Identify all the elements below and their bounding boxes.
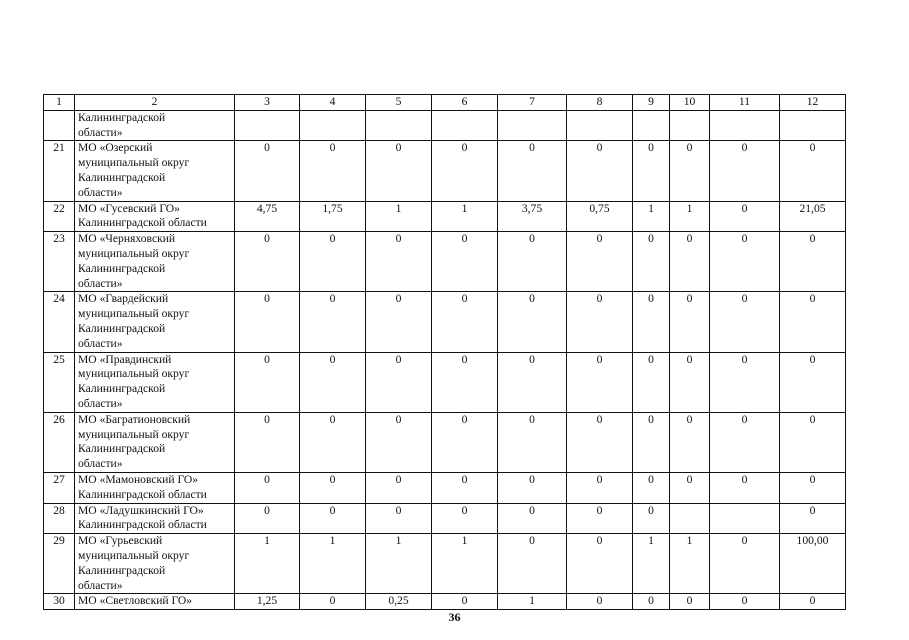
value-cell: 0 <box>633 232 670 292</box>
value-cell <box>780 110 846 141</box>
col-header: 4 <box>300 95 366 111</box>
value-cell: 0 <box>432 292 498 352</box>
table-row <box>44 594 846 610</box>
value-cell: 0 <box>366 232 432 292</box>
value-cell: 0 <box>567 472 633 503</box>
col-header: 6 <box>432 95 498 111</box>
value-cell: 1 <box>366 201 432 232</box>
value-cell: 1 <box>670 534 710 594</box>
value-cell: 0 <box>670 292 710 352</box>
municipality-name-line: МО «Багратионовский <box>78 412 191 426</box>
value-cell: 0 <box>300 594 366 610</box>
value-cell: 0 <box>300 141 366 201</box>
row-number: 25 <box>44 352 75 412</box>
value-cell: 0 <box>498 472 567 503</box>
municipality-name-line: МО «Озерский <box>78 141 153 155</box>
value-cell: 3,75 <box>498 201 567 232</box>
value-cell: 1 <box>432 534 498 594</box>
municipality-name-line: муниципальный округ <box>78 307 190 321</box>
value-cell <box>432 110 498 141</box>
value-cell: 0 <box>633 141 670 201</box>
municipality-name-line: области» <box>78 125 123 139</box>
value-cell <box>366 110 432 141</box>
municipality-name <box>75 472 235 503</box>
municipality-name <box>75 503 235 534</box>
col-header: 5 <box>366 95 432 111</box>
municipality-name <box>75 594 235 610</box>
value-cell: 0 <box>300 503 366 534</box>
value-cell: 0 <box>567 594 633 610</box>
value-cell: 0 <box>300 412 366 472</box>
row-number: 28 <box>44 503 75 534</box>
row-number: 24 <box>44 292 75 352</box>
value-cell: 0 <box>300 232 366 292</box>
municipality-name-line: муниципальный округ <box>78 367 190 381</box>
municipality-name-line: муниципальный округ <box>78 427 190 441</box>
col-header: 11 <box>710 95 780 111</box>
value-cell: 0 <box>670 141 710 201</box>
value-cell: 1 <box>498 594 567 610</box>
value-cell: 0 <box>710 292 780 352</box>
value-cell: 0 <box>633 594 670 610</box>
value-cell: 0 <box>780 292 846 352</box>
municipality-name <box>75 141 235 201</box>
table-row <box>44 201 846 232</box>
value-cell: 0 <box>710 412 780 472</box>
municipality-name-line: МО «Гусевский ГО» <box>78 201 180 215</box>
value-cell: 0 <box>498 141 567 201</box>
value-cell: 0 <box>300 292 366 352</box>
value-cell: 0 <box>366 472 432 503</box>
data-table <box>43 94 846 610</box>
table-row <box>44 472 846 503</box>
table-body <box>44 95 846 610</box>
col-header: 2 <box>75 95 235 111</box>
value-cell: 0 <box>633 412 670 472</box>
municipality-name-line: муниципальный округ <box>78 246 190 260</box>
value-cell: 0,25 <box>366 594 432 610</box>
municipality-name-line: МО «Черняховский <box>78 232 176 246</box>
table-row <box>44 352 846 412</box>
municipality-name <box>75 534 235 594</box>
value-cell: 1,25 <box>235 594 300 610</box>
table-row <box>44 110 846 141</box>
value-cell: 0 <box>235 503 300 534</box>
value-cell: 0 <box>670 472 710 503</box>
table-row <box>44 412 846 472</box>
value-cell: 0 <box>633 503 670 534</box>
row-number: 30 <box>44 594 75 610</box>
value-cell: 0 <box>780 141 846 201</box>
value-cell <box>567 110 633 141</box>
value-cell: 0 <box>670 352 710 412</box>
value-cell: 0 <box>366 141 432 201</box>
value-cell: 0 <box>432 232 498 292</box>
municipality-name-line: муниципальный округ <box>78 156 190 170</box>
value-cell: 0 <box>780 472 846 503</box>
municipality-name-line: Калининградской <box>78 563 166 577</box>
table-row <box>44 503 846 534</box>
page-number: 36 <box>448 610 461 624</box>
value-cell: 0 <box>567 412 633 472</box>
value-cell: 0 <box>235 352 300 412</box>
value-cell: 1 <box>366 534 432 594</box>
municipality-name-line: области» <box>78 578 123 592</box>
value-cell: 4,75 <box>235 201 300 232</box>
value-cell: 0 <box>567 232 633 292</box>
value-cell: 21,05 <box>780 201 846 232</box>
value-cell: 0 <box>633 352 670 412</box>
row-number: 27 <box>44 472 75 503</box>
value-cell: 0 <box>567 292 633 352</box>
municipality-name-line: Калининградской области <box>78 518 207 532</box>
table-row <box>44 292 846 352</box>
value-cell: 0 <box>710 352 780 412</box>
value-cell: 0 <box>780 503 846 534</box>
value-cell: 0 <box>710 232 780 292</box>
col-header: 1 <box>44 95 75 111</box>
value-cell: 0 <box>567 503 633 534</box>
municipality-name <box>75 201 235 232</box>
value-cell: 0 <box>366 352 432 412</box>
row-number <box>44 110 75 141</box>
col-header: 10 <box>670 95 710 111</box>
municipality-name-line: Калининградской <box>78 110 166 124</box>
value-cell: 0 <box>432 412 498 472</box>
value-cell <box>235 110 300 141</box>
value-cell: 0 <box>710 594 780 610</box>
value-cell: 0 <box>710 472 780 503</box>
col-header: 3 <box>235 95 300 111</box>
value-cell: 0 <box>780 232 846 292</box>
value-cell: 1 <box>300 534 366 594</box>
value-cell: 1 <box>432 201 498 232</box>
value-cell: 0 <box>432 472 498 503</box>
value-cell: 1 <box>633 534 670 594</box>
value-cell: 0 <box>780 412 846 472</box>
value-cell <box>633 110 670 141</box>
row-number: 26 <box>44 412 75 472</box>
value-cell: 0 <box>235 412 300 472</box>
municipality-name <box>75 292 235 352</box>
municipality-name-line: Калининградской <box>78 170 166 184</box>
value-cell: 0,75 <box>567 201 633 232</box>
municipality-name <box>75 412 235 472</box>
value-cell: 1 <box>235 534 300 594</box>
value-cell: 1 <box>633 201 670 232</box>
value-cell <box>710 110 780 141</box>
row-number: 22 <box>44 201 75 232</box>
value-cell: 0 <box>567 352 633 412</box>
municipality-name-line: муниципальный округ <box>78 548 190 562</box>
table-row <box>44 232 846 292</box>
value-cell: 0 <box>235 232 300 292</box>
value-cell: 0 <box>710 141 780 201</box>
header-row <box>44 95 846 111</box>
table-row <box>44 141 846 201</box>
value-cell: 0 <box>300 352 366 412</box>
row-number: 29 <box>44 534 75 594</box>
table-row <box>44 534 846 594</box>
value-cell <box>670 110 710 141</box>
value-cell: 1 <box>670 201 710 232</box>
value-cell: 0 <box>670 232 710 292</box>
value-cell: 0 <box>498 232 567 292</box>
value-cell: 0 <box>300 472 366 503</box>
municipality-name-line: Калининградской <box>78 442 166 456</box>
value-cell: 0 <box>432 594 498 610</box>
municipality-name-line: МО «Правдинский <box>78 352 172 366</box>
municipality-name <box>75 232 235 292</box>
value-cell: 1,75 <box>300 201 366 232</box>
value-cell: 0 <box>498 534 567 594</box>
value-cell: 0 <box>432 141 498 201</box>
municipality-name-line: области» <box>78 336 123 350</box>
value-cell: 0 <box>780 594 846 610</box>
value-cell: 0 <box>366 503 432 534</box>
municipality-name-line: области» <box>78 457 123 471</box>
value-cell: 0 <box>710 201 780 232</box>
municipality-name-line: МО «Светловский ГО» <box>78 594 193 608</box>
value-cell: 0 <box>432 503 498 534</box>
value-cell: 0 <box>498 352 567 412</box>
municipality-name-line: Калининградской области <box>78 487 207 501</box>
municipality-name-line: МО «Мамоновский ГО» <box>78 472 199 486</box>
value-cell: 0 <box>567 534 633 594</box>
municipality-name-line: МО «Ладушкинский ГО» <box>78 503 204 517</box>
municipality-name-line: области» <box>78 185 123 199</box>
value-cell: 0 <box>633 292 670 352</box>
municipality-name-line: области» <box>78 276 123 290</box>
value-cell: 0 <box>432 352 498 412</box>
value-cell: 0 <box>710 534 780 594</box>
value-cell: 0 <box>670 412 710 472</box>
value-cell: 0 <box>235 141 300 201</box>
municipality-name-line: Калининградской <box>78 261 166 275</box>
value-cell: 0 <box>366 292 432 352</box>
value-cell: 0 <box>235 292 300 352</box>
value-cell <box>300 110 366 141</box>
value-cell: 0 <box>366 412 432 472</box>
value-cell: 100,00 <box>780 534 846 594</box>
municipality-name-line: Калининградской <box>78 382 166 396</box>
col-header: 8 <box>567 95 633 111</box>
value-cell: 0 <box>498 292 567 352</box>
municipality-name <box>75 352 235 412</box>
municipality-name-line: Калининградской области <box>78 216 207 230</box>
municipality-name-line: Калининградской <box>78 321 166 335</box>
municipality-name <box>75 110 235 141</box>
value-cell: 0 <box>670 594 710 610</box>
municipality-name-line: МО «Гурьевский <box>78 534 163 548</box>
value-cell: 0 <box>498 503 567 534</box>
row-number: 21 <box>44 141 75 201</box>
col-header: 9 <box>633 95 670 111</box>
row-number: 23 <box>44 232 75 292</box>
value-cell <box>710 503 780 534</box>
value-cell: 0 <box>498 412 567 472</box>
value-cell: 0 <box>633 472 670 503</box>
col-header: 12 <box>780 95 846 111</box>
municipality-name-line: МО «Гвардейский <box>78 292 169 306</box>
value-cell: 0 <box>235 472 300 503</box>
value-cell <box>670 503 710 534</box>
value-cell: 0 <box>567 141 633 201</box>
col-header: 7 <box>498 95 567 111</box>
value-cell: 0 <box>780 352 846 412</box>
value-cell <box>498 110 567 141</box>
municipality-name-line: области» <box>78 396 123 410</box>
